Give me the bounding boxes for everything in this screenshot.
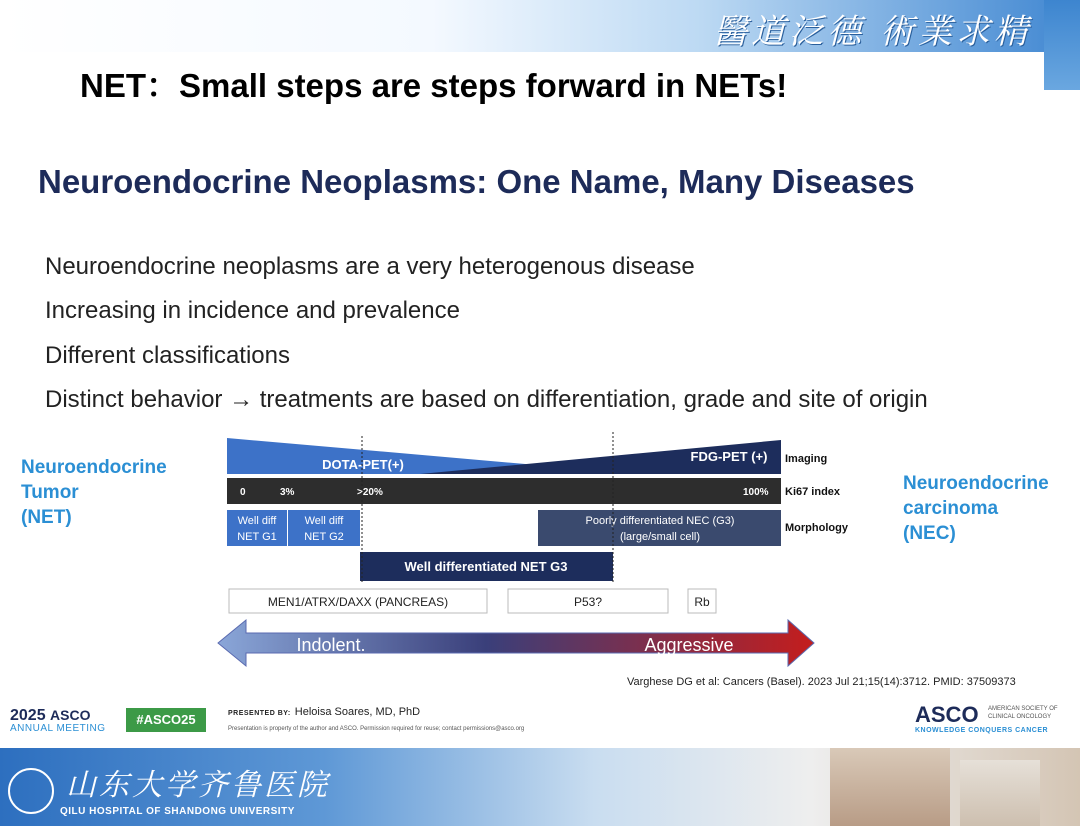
gene-p53-label: P53? bbox=[573, 595, 603, 609]
bullet-item: Increasing in incidence and prevalence bbox=[45, 297, 460, 324]
ki67-tick-3: 3% bbox=[280, 487, 295, 498]
slide-title: Neuroendocrine Neoplasms: One Name, Many Diseases bbox=[38, 163, 915, 200]
asco-tagline: KNOWLEDGE CONQUERS CANCER bbox=[915, 727, 1049, 734]
asco-logo: ASCO bbox=[915, 702, 979, 727]
bullet-item: Neuroendocrine neoplasms are a very heterogenous disease bbox=[45, 253, 695, 280]
ki67-tick-100: 100% bbox=[743, 487, 769, 498]
hospital-emblem-icon bbox=[8, 768, 54, 814]
citation: Varghese DG et al: Cancers (Basel). 2023 Jul 21;15(14):3712. PMID: 37509373 bbox=[627, 676, 1016, 688]
hospital-building-photo bbox=[960, 760, 1040, 826]
fdg-pet-label: FDG-PET (+) bbox=[690, 449, 768, 464]
morphology-label: Morphology bbox=[785, 522, 848, 534]
disclaimer: Presentation is property of the author and ASCO. Permission required for reuse; contact permissions@asco.org bbox=[228, 726, 525, 732]
net-g1-line1: Well diff bbox=[237, 515, 277, 527]
imaging-label: Imaging bbox=[785, 453, 828, 465]
dota-pet-label: DOTA-PET(+) bbox=[322, 457, 404, 472]
net-g2-line2: NET G2 bbox=[304, 531, 344, 543]
hospital-motto: 醫道泛德 術業求精 bbox=[713, 12, 1032, 52]
ki67-bar bbox=[227, 478, 781, 504]
hospital-name-en: QILU HOSPITAL OF SHANDONG UNIVERSITY bbox=[60, 806, 295, 817]
ki67-tick-0: 0 bbox=[240, 487, 246, 498]
bullet-item: Distinct behavior → treatments are based on differentiation, grade and site of origin bbox=[45, 386, 928, 413]
nec-line1: Poorly differentiated NEC (G3) bbox=[585, 515, 735, 527]
page-title: NET：Small steps are steps forward in NETs! bbox=[80, 67, 788, 104]
presenter-line: PRESENTED BY: Heloisa Soares, MD, PhD bbox=[228, 706, 421, 718]
hospital-building-photo bbox=[830, 748, 950, 826]
ki67-tick-20: >20% bbox=[357, 487, 383, 498]
asco-full-name: AMERICAN SOCIETY OF CLINICAL ONCOLOGY bbox=[988, 706, 1058, 720]
net-g2-line1: Well diff bbox=[304, 515, 344, 527]
net-g3-label: Well differentiated NET G3 bbox=[404, 559, 568, 574]
net-g1-line2: NET G1 bbox=[237, 531, 277, 543]
hospital-name-cn: 山东大学齐鲁医院 bbox=[66, 768, 330, 803]
nec-label: Neuroendocrine carcinoma (NEC) bbox=[903, 473, 1049, 544]
net-label: Neuroendocrine Tumor (NET) bbox=[21, 457, 167, 528]
aggressive-label: Aggressive bbox=[644, 635, 734, 655]
asco-meeting-logo: 2025 ASCO bbox=[10, 707, 91, 724]
gene-men1-label: MEN1/ATRX/DAXX (PANCREAS) bbox=[267, 595, 449, 609]
gene-rb-label: Rb bbox=[694, 595, 710, 609]
indolent-label: Indolent. bbox=[296, 635, 366, 655]
bullet-item: Different classifications bbox=[45, 342, 290, 369]
ki67-label: Ki67 index bbox=[785, 486, 841, 498]
nec-line2: (large/small cell) bbox=[619, 531, 701, 543]
hashtag-badge: #ASCO25 bbox=[126, 708, 206, 732]
annual-meeting-label: ANNUAL MEETING bbox=[10, 723, 106, 734]
